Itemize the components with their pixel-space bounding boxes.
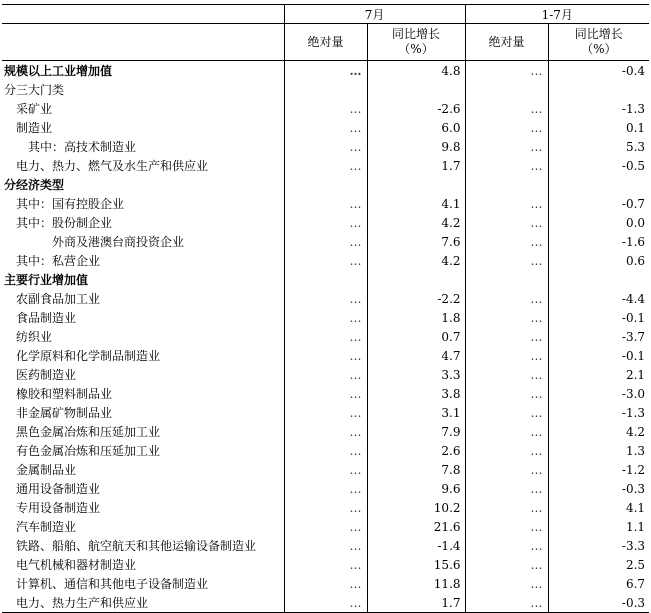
cell-growth-july: [367, 175, 465, 194]
cell-growth-july: [367, 80, 465, 99]
cell-abs-july: …: [284, 137, 367, 156]
cell-abs-jan-jul: …: [465, 346, 548, 365]
cell-growth-july: -2.6: [367, 99, 465, 118]
cell-growth-july: 2.6: [367, 441, 465, 460]
row-label: 其中：股份制企业: [16, 216, 113, 230]
cell-growth-jan-jul: 1.1: [548, 517, 649, 536]
cell-growth-july: 3.3: [367, 365, 465, 384]
row-label: 采矿业: [16, 102, 53, 116]
cell-growth-jan-jul: [548, 270, 649, 289]
cell-growth-july: 1.7: [367, 593, 465, 613]
cell-abs-july: …: [284, 403, 367, 422]
cell-abs-july: …: [284, 61, 367, 81]
table-row: [2, 118, 649, 137]
cell-abs-july: …: [284, 365, 367, 384]
row-label: 化学原料和化学制品制造业: [16, 349, 161, 363]
cell-abs-jan-jul: …: [465, 460, 548, 479]
table-row: [2, 194, 649, 213]
row-label: 通用设备制造业: [16, 482, 101, 496]
cell-abs-jan-jul: …: [465, 441, 548, 460]
table-row: [2, 498, 649, 517]
row-label: 计算机、通信和其他电子设备制造业: [16, 577, 209, 591]
table-row: [2, 365, 649, 384]
cell-abs-july: [284, 270, 367, 289]
cell-abs-jan-jul: …: [465, 365, 548, 384]
cell-growth-jan-jul: -0.3: [548, 479, 649, 498]
cell-growth-jan-jul: [548, 80, 649, 99]
table-row: [2, 517, 649, 536]
cell-abs-july: …: [284, 118, 367, 137]
row-label: 电力、热力生产和供应业: [2, 593, 284, 613]
cell-growth-jan-jul: 4.2: [548, 422, 649, 441]
row-label: 专用设备制造业: [16, 501, 101, 515]
cell-growth-jan-jul: -1.3: [548, 403, 649, 422]
cell-growth-july: 3.8: [367, 384, 465, 403]
table-row: [2, 289, 649, 308]
row-label: 铁路、船舶、航空航天和其他运输设备制造业: [16, 539, 257, 553]
cell-growth-jan-jul: 4.1: [548, 498, 649, 517]
table-row: [2, 232, 649, 251]
row-label: 电气机械和器材制造业: [16, 558, 137, 572]
cell-abs-july: …: [284, 232, 367, 251]
cell-growth-july: 15.6: [367, 555, 465, 574]
header-abs-jan-jul: 绝对量: [465, 24, 548, 61]
cell-growth-july: -2.2: [367, 289, 465, 308]
cell-abs-jan-jul: …: [465, 156, 548, 175]
row-label: 黑色金属冶炼和压延加工业: [16, 425, 161, 439]
row-label: 橡胶和塑料制品业: [16, 387, 113, 401]
cell-abs-july: …: [284, 498, 367, 517]
cell-growth-july: 7.6: [367, 232, 465, 251]
row-label: 分三大门类: [4, 83, 65, 97]
cell-growth-jan-jul: -3.0: [548, 384, 649, 403]
cell-abs-jan-jul: …: [465, 232, 548, 251]
table-row: [2, 213, 649, 232]
header-growth-unit: （%）: [398, 42, 434, 56]
cell-abs-jan-jul: [465, 270, 548, 289]
cell-growth-jan-jul: -0.3: [548, 593, 649, 613]
cell-abs-jan-jul: …: [465, 118, 548, 137]
cell-abs-jan-jul: …: [465, 403, 548, 422]
cell-abs-jan-jul: …: [465, 61, 548, 81]
cell-growth-july: 9.6: [367, 479, 465, 498]
table-header: [2, 5, 649, 61]
cell-growth-jan-jul: -4.4: [548, 289, 649, 308]
cell-abs-july: …: [284, 213, 367, 232]
cell-abs-jan-jul: …: [465, 327, 548, 346]
table-row: [2, 156, 649, 175]
table-body: [2, 61, 649, 613]
cell-abs-july: …: [284, 327, 367, 346]
cell-abs-july: …: [284, 479, 367, 498]
table-row: [2, 403, 649, 422]
row-label: 其中：私营企业: [16, 254, 101, 268]
cell-abs-jan-jul: …: [465, 384, 548, 403]
cell-abs-jan-jul: …: [465, 479, 548, 498]
cell-abs-jan-jul: …: [465, 536, 548, 555]
cell-growth-july: 10.2: [367, 498, 465, 517]
table-row: [2, 346, 649, 365]
cell-abs-july: …: [284, 308, 367, 327]
row-label: 医药制造业: [16, 368, 77, 382]
cell-growth-july: 6.0: [367, 118, 465, 137]
cell-growth-jan-jul: 1.3: [548, 441, 649, 460]
cell-abs-july: …: [284, 441, 367, 460]
cell-growth-jan-jul: 0.0: [548, 213, 649, 232]
cell-growth-july: 4.1: [367, 194, 465, 213]
row-label: 有色金属冶炼和压延加工业: [16, 444, 161, 458]
cell-growth-july: 3.1: [367, 403, 465, 422]
cell-growth-jan-jul: -3.3: [548, 536, 649, 555]
row-label: 非金属矿物制品业: [16, 406, 113, 420]
row-label: 食品制造业: [16, 311, 77, 325]
cell-abs-july: [284, 175, 367, 194]
table-row: [2, 270, 649, 289]
cell-growth-july: 21.6: [367, 517, 465, 536]
cell-abs-july: …: [284, 517, 367, 536]
cell-abs-jan-jul: …: [465, 194, 548, 213]
cell-abs-jan-jul: …: [465, 574, 548, 593]
table-row: [2, 422, 649, 441]
cell-abs-jan-jul: …: [465, 99, 548, 118]
table-row: [2, 555, 649, 574]
header-growth-july: [367, 24, 465, 61]
row-label: 电力、热力、燃气及水生产和供应业: [16, 159, 209, 173]
table-row: [2, 460, 649, 479]
cell-abs-jan-jul: …: [465, 308, 548, 327]
cell-growth-july: 7.9: [367, 422, 465, 441]
cell-growth-july: 4.2: [367, 251, 465, 270]
row-label: 纺织业: [16, 330, 53, 344]
cell-abs-jan-jul: …: [465, 498, 548, 517]
cell-abs-july: …: [284, 460, 367, 479]
cell-growth-jan-jul: 2.5: [548, 555, 649, 574]
cell-growth-july: 1.8: [367, 308, 465, 327]
cell-growth-jan-jul: -0.1: [548, 308, 649, 327]
cell-growth-jan-jul: -3.7: [548, 327, 649, 346]
cell-abs-jan-jul: …: [465, 422, 548, 441]
cell-abs-jan-jul: [465, 80, 548, 99]
cell-growth-july: -1.4: [367, 536, 465, 555]
table-row: [2, 308, 649, 327]
cell-abs-july: …: [284, 194, 367, 213]
cell-growth-jan-jul: -0.5: [548, 156, 649, 175]
header-growth-label: 同比增长: [392, 27, 441, 41]
cell-abs-july: [284, 80, 367, 99]
header-growth-jan-jul: [548, 24, 649, 61]
cell-abs-jan-jul: …: [465, 593, 548, 613]
industrial-value-added-table: [2, 4, 649, 613]
cell-growth-jan-jul: 5.3: [548, 137, 649, 156]
row-label: 其中：国有控股企业: [16, 197, 125, 211]
table-row: [2, 536, 649, 555]
cell-growth-july: 7.8: [367, 460, 465, 479]
table-row: [2, 80, 649, 99]
table-row: [2, 441, 649, 460]
cell-abs-july: …: [284, 156, 367, 175]
header-label-cell: [2, 24, 284, 61]
header-abs-july: 绝对量: [284, 24, 367, 61]
cell-abs-july: …: [284, 384, 367, 403]
cell-abs-july: …: [284, 289, 367, 308]
cell-growth-jan-jul: -1.2: [548, 460, 649, 479]
cell-abs-july: …: [284, 422, 367, 441]
row-label: 制造业: [16, 121, 53, 135]
row-label: 金属制品业: [16, 463, 77, 477]
cell-abs-jan-jul: …: [465, 251, 548, 270]
header-growth-unit: （%）: [581, 42, 617, 56]
row-label: 主要行业增加值: [4, 273, 89, 287]
table-row: [2, 574, 649, 593]
cell-growth-jan-jul: [548, 175, 649, 194]
row-label: 外商及港澳台商投资企业: [52, 235, 185, 249]
cell-growth-july: 1.7: [367, 156, 465, 175]
cell-growth-jan-jul: 6.7: [548, 574, 649, 593]
cell-growth-july: 4.2: [367, 213, 465, 232]
cell-growth-jan-jul: 0.1: [548, 118, 649, 137]
cell-abs-july: …: [284, 593, 367, 613]
header-corner: [2, 5, 284, 24]
cell-abs-jan-jul: …: [465, 137, 548, 156]
cell-abs-july: …: [284, 536, 367, 555]
cell-growth-july: 11.8: [367, 574, 465, 593]
cell-abs-jan-jul: …: [465, 555, 548, 574]
table-row: [2, 99, 649, 118]
table-row: [2, 479, 649, 498]
cell-growth-july: 0.7: [367, 327, 465, 346]
table-row: [2, 137, 649, 156]
header-period-jan-jul: 1-7月: [465, 5, 649, 24]
cell-abs-july: …: [284, 555, 367, 574]
cell-abs-july: …: [284, 346, 367, 365]
cell-abs-july: …: [284, 99, 367, 118]
row-label: 其中：高技术制造业: [28, 140, 137, 154]
row-label: 汽车制造业: [16, 520, 77, 534]
cell-growth-jan-jul: 2.1: [548, 365, 649, 384]
table-row: [2, 61, 649, 81]
cell-abs-july: …: [284, 251, 367, 270]
header-period-july: 7月: [284, 5, 465, 24]
table-row: [2, 251, 649, 270]
cell-growth-july: 4.7: [367, 346, 465, 365]
cell-growth-jan-jul: -0.4: [548, 61, 649, 81]
cell-growth-jan-jul: -0.7: [548, 194, 649, 213]
cell-abs-jan-jul: …: [465, 213, 548, 232]
row-label: 农副食品加工业: [16, 292, 101, 306]
cell-growth-jan-jul: -1.6: [548, 232, 649, 251]
cell-growth-jan-jul: -1.3: [548, 99, 649, 118]
cell-abs-jan-jul: [465, 175, 548, 194]
cell-growth-jan-jul: 0.6: [548, 251, 649, 270]
table-row: [2, 175, 649, 194]
table-row: [2, 384, 649, 403]
table-row: [2, 593, 649, 613]
cell-abs-jan-jul: …: [465, 289, 548, 308]
header-growth-label: 同比增长: [574, 27, 623, 41]
cell-abs-jan-jul: …: [465, 517, 548, 536]
cell-growth-july: 4.8: [367, 61, 465, 81]
row-label: 规模以上工业增加值: [4, 64, 113, 78]
cell-growth-jan-jul: -0.1: [548, 346, 649, 365]
cell-growth-july: 9.8: [367, 137, 465, 156]
cell-growth-july: [367, 270, 465, 289]
cell-abs-july: …: [284, 574, 367, 593]
row-label: 分经济类型: [4, 178, 65, 192]
table-row: [2, 327, 649, 346]
